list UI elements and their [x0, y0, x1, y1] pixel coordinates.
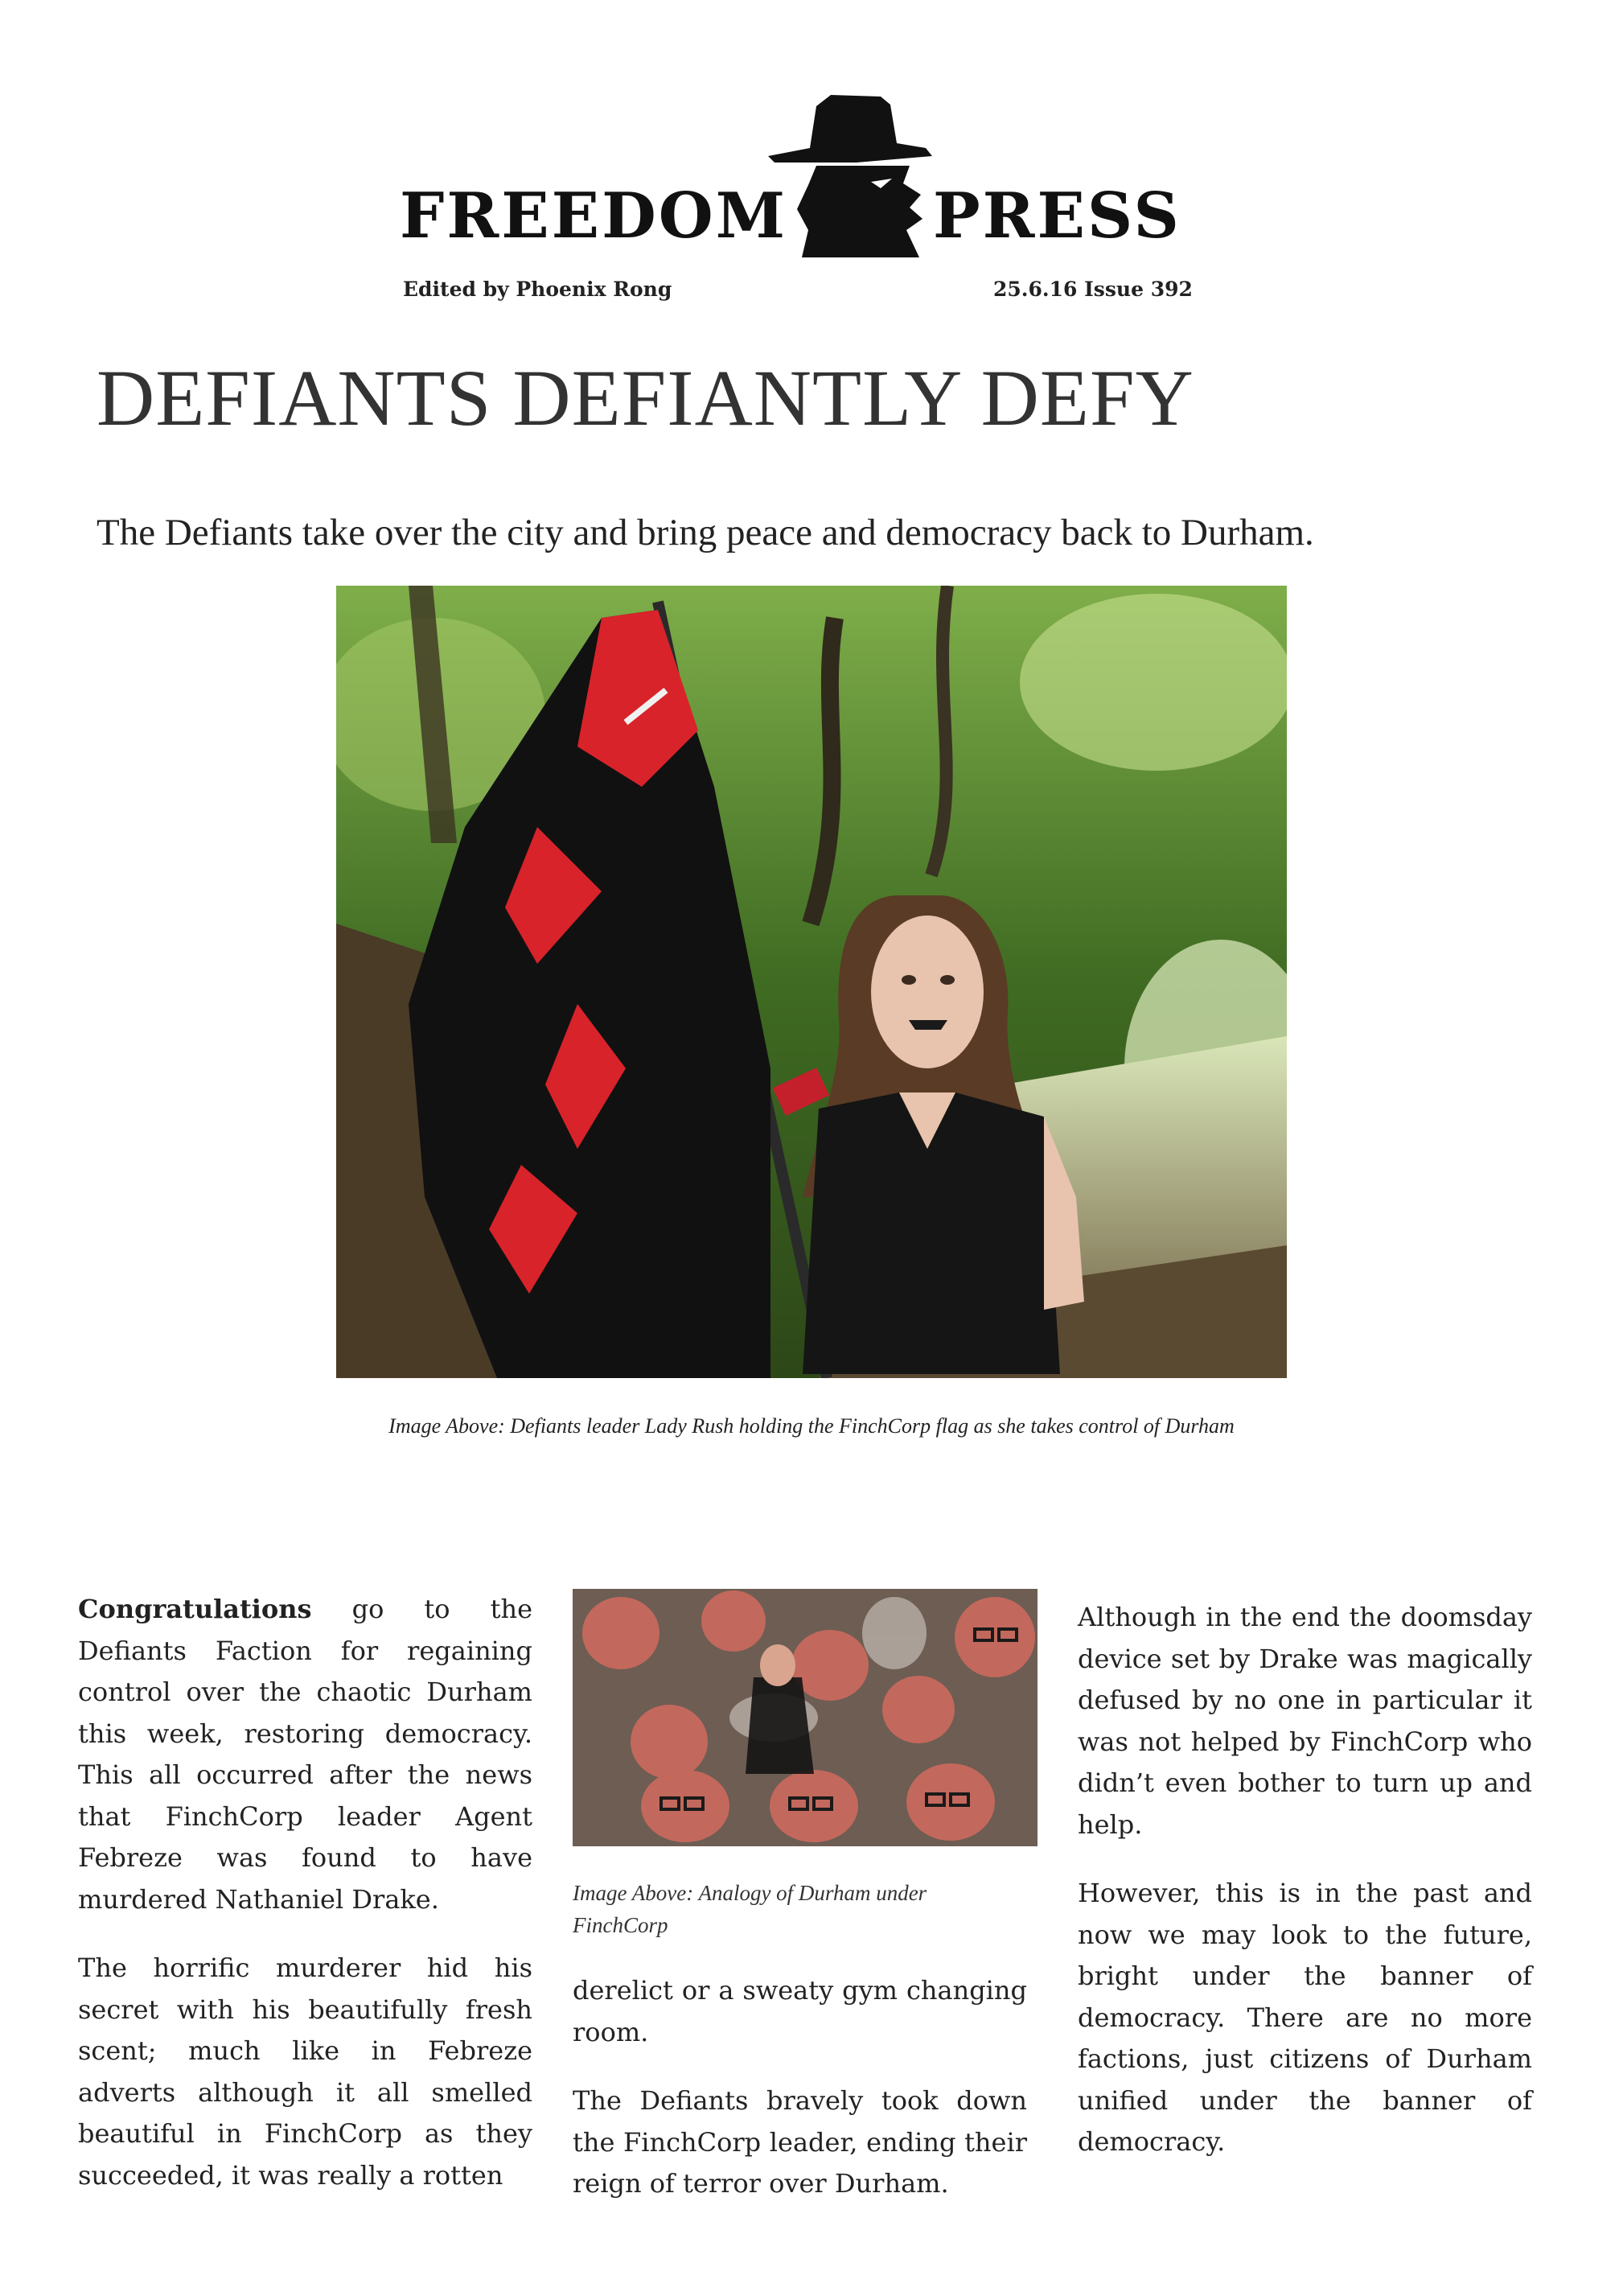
article-lead-text: go to the Defiants Faction for regaining control over the chaotic Durham this week, restoring democracy. This all occurred after the news that FinchCorp leader Agent Febreze was found to have murdered Nathaniel Drake. — [78, 1594, 532, 1915]
article-paragraph: The Defiants bravely took down the FinchCorp leader, ending their reign of terror over Durham. — [573, 2085, 1027, 2199]
hero-photo-caption: Image Above: Defiants leader Lady Rush holding the FinchCorp flag as she takes control of Durham — [388, 1414, 1235, 1438]
masthead-word-right: PRESS — [933, 179, 1181, 253]
hero-photo — [336, 586, 1287, 1378]
article-column-3 — [1078, 1597, 1532, 2191]
spy-silhouette-icon — [760, 88, 941, 257]
article-paragraph: However, this is in the past and now we may look to the future, bright under the banner of democracy. There are no more factions, just citizens of Durham unified under the banner of democracy. — [1078, 1878, 1532, 2157]
headline: DEFIANTS DEFIANTLY DEFY — [97, 353, 1194, 442]
masthead — [398, 88, 1202, 314]
inset-photo-collage — [573, 1589, 1037, 1846]
article-paragraph: The horrific murderer hid his secret with his beautifully fresh scent; much like in Febreze adverts although it all smelled beautiful in FinchCorp as they succeeded, it was really a rotten — [78, 1952, 532, 2191]
article-paragraph: derelict or a sweaty gym changing room. — [573, 1975, 1027, 2047]
subheadline: The Defiants take over the city and bring peace and democracy back to Durham. — [97, 512, 1314, 553]
masthead-word-left: FREEDOM — [400, 179, 788, 253]
inset-photo-caption: Image Above: Analogy of Durham under FinchCorp — [573, 1881, 927, 1937]
article-column-1 — [78, 1589, 532, 2224]
article-column-2 — [573, 1589, 1027, 2232]
masthead-issue: 25.6.16 Issue 392 — [993, 278, 1193, 301]
article-paragraph: Although in the end the doomsday device set by Drake was magically defused by no one in particular it was not helped by FinchCorp who didn’t even bother to turn up and help. — [1078, 1602, 1532, 1840]
masthead-editor: Edited by Phoenix Rong — [403, 278, 672, 301]
hero-photo-illustration — [336, 586, 1287, 1378]
article-paragraph — [78, 1589, 532, 1920]
article-lead-word: Congratulations — [78, 1594, 312, 1624]
inset-photo — [573, 1589, 1037, 1846]
